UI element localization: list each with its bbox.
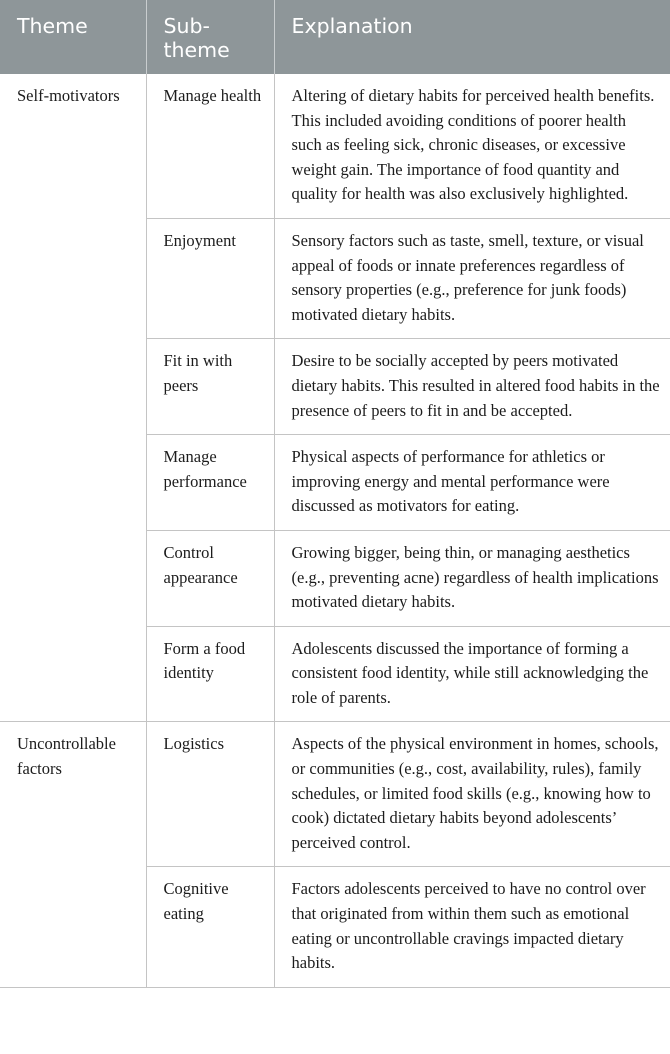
table-row [0, 74, 670, 218]
explanation-cell: Physical aspects of performance for athletics or improving energy and mental performance were discussed as motivators for eating. [274, 435, 670, 531]
subtheme-cell: Fit in with peers [146, 339, 274, 435]
explanation-cell: Adolescents discussed the importance of forming a consistent food identity, while still acknowledging the role of parents. [274, 626, 670, 722]
explanation-cell: Growing bigger, being thin, or managing aesthetics (e.g., preventing acne) regardless of health implications motivated dietary habits. [274, 530, 670, 626]
subtheme-cell: Manage performance [146, 435, 274, 531]
table-row [0, 722, 670, 867]
subtheme-cell: Manage health [146, 74, 274, 218]
theme-cell: Uncontrollable factors [0, 722, 146, 987]
theme-cell: Self-motivators [0, 74, 146, 722]
explanation-cell: Desire to be socially accepted by peers motivated dietary habits. This resulted in altered food habits in the presence of peers to fit in and be accepted. [274, 339, 670, 435]
subtheme-cell: Control appearance [146, 530, 274, 626]
subtheme-cell: Cognitive eating [146, 867, 274, 987]
explanation-cell: Altering of dietary habits for perceived health benefits. This included avoiding conditions of poorer health such as feeling sick, chronic diseases, or excessive weight gain. The importance of food quantity and quality for health was also exclusively highlighted. [274, 74, 670, 218]
header-subtheme: Sub-theme [146, 0, 274, 74]
subtheme-cell: Enjoyment [146, 218, 274, 338]
explanation-cell: Sensory factors such as taste, smell, texture, or visual appeal of foods or innate preferences regardless of sensory properties (e.g., preference for junk foods) motivated dietary habits. [274, 218, 670, 338]
subtheme-cell: Logistics [146, 722, 274, 867]
explanation-cell: Aspects of the physical environment in homes, schools, or communities (e.g., cost, availability, rules), family schedules, or limited food skills (e.g., knowing how to cook) dictated dietary habits beyond adolescents’ perceived control. [274, 722, 670, 867]
subtheme-cell: Form a food identity [146, 626, 274, 722]
header-row [0, 0, 670, 74]
explanation-cell: Factors adolescents perceived to have no control over that originated from within them such as emotional eating or uncontrollable cravings impacted dietary habits. [274, 867, 670, 987]
header-theme: Theme [0, 0, 146, 74]
header-explanation: Explanation [274, 0, 670, 74]
